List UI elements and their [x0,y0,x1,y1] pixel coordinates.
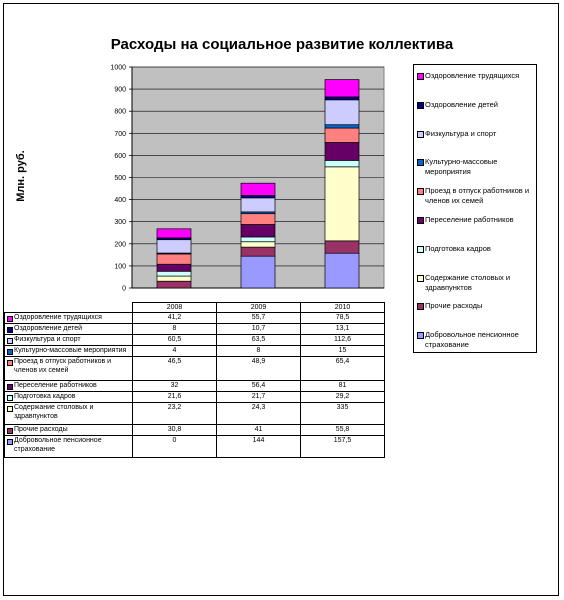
table-cell: 65,4 [301,357,385,381]
table-row [5,403,385,425]
table-row [5,392,385,403]
table-swatch [7,327,13,333]
table-row [5,425,385,436]
legend-label: Прочие расходы [425,301,483,311]
table-cell: 10,7 [217,324,301,335]
table-row-label-cell [5,392,133,403]
table-cell: 29,2 [301,392,385,403]
table-row [5,313,385,324]
table-cell: 81 [301,381,385,392]
bar-segment-2010-7 [325,100,359,125]
bar-segment-2010-9 [325,80,359,97]
table-row-label-cell [5,425,133,436]
legend-swatch [417,159,424,166]
legend-swatch [417,332,424,339]
table-row-label: Культурно-массовые мероприятия [14,347,127,354]
table-row-label-cell [5,313,133,324]
chart-legend [413,64,537,353]
table-cell: 32 [133,381,217,392]
legend-swatch [417,217,424,224]
table-cell: 0 [133,436,217,458]
table-cell: 24,3 [217,403,301,425]
table-cell: 46,5 [133,357,217,381]
y-tick-label: 700 [114,130,126,138]
table-row-label: Добровольное пенсионное страхование [14,437,102,453]
y-tick-label: 900 [114,86,126,94]
bar-segment-2008-7 [157,240,191,253]
y-tick-label: 400 [114,197,126,205]
table-cell: 23,2 [133,403,217,425]
bar-segment-2009-5 [241,214,275,225]
table-cell: 21,7 [217,392,301,403]
x-tick-label: 2008 [133,303,217,313]
table-swatch [7,316,13,322]
table-row-label-cell [5,324,133,335]
bar-segment-2010-0 [325,253,359,288]
table-row [5,335,385,346]
bar-segment-2010-6 [325,125,359,128]
bar-segment-2009-1 [241,247,275,256]
legend-label: Добровольное пенсионное страхование [425,330,519,350]
table-cell: 112,6 [301,335,385,346]
table-cell: 55,7 [217,313,301,324]
bar-segment-2010-5 [325,128,359,142]
table-row-label-cell [5,346,133,357]
legend-swatch [417,73,424,80]
table-cell: 8 [133,324,217,335]
table-cell: 60,5 [133,335,217,346]
table-cell: 15 [301,346,385,357]
x-tick-label: 2009 [217,303,301,313]
bar-segment-2009-8 [241,196,275,198]
y-axis-label: Млн. руб. [15,150,27,202]
legend-swatch [417,131,424,138]
table-header-row [5,303,385,313]
table-row [5,381,385,392]
legend-label: Физкультура и спорт [425,128,497,138]
table-cell: 55,8 [301,425,385,436]
y-tick-label: 300 [114,219,126,227]
table-row-label: Переселение работников [14,382,97,389]
legend-label: Содержание столовых и здравпунктов [425,272,511,292]
table-row-label: Физкультура и спорт [14,336,81,343]
table-row-label-cell [5,436,133,458]
table-swatch [7,395,13,401]
table-row [5,436,385,458]
table-row [5,346,385,357]
legend-swatch [417,188,424,195]
bar-segment-2008-9 [157,229,191,238]
x-tick-label: 2010 [301,303,385,313]
legend-swatch [417,246,424,253]
table-cell: 13,1 [301,324,385,335]
table-cell: 78,5 [301,313,385,324]
bar-segment-2008-3 [157,271,191,276]
table-cell: 56,4 [217,381,301,392]
bar-segment-2008-1 [157,281,191,288]
y-tick-label: 800 [114,108,126,116]
table-row-label: Оздоровление детей [14,325,83,332]
table-row-label-cell [5,381,133,392]
y-tick-label: 200 [114,241,126,249]
table-row-label: Оздоровление трудящихся [14,314,102,321]
chart-title: Расходы на социальное развитие коллектива [110,36,454,53]
bar-segment-2010-3 [325,160,359,166]
bar-segment-2008-2 [157,276,191,281]
table-cell: 144 [217,436,301,458]
table-swatch [7,406,13,412]
data-table [4,302,385,458]
legend-label: Проезд в отпуск работников и членов их семей [425,186,530,206]
table-row-label-cell [5,357,133,381]
bar-segment-2009-2 [241,242,275,247]
table-swatch [7,439,13,445]
y-tick-label: 100 [114,263,126,271]
table-cell: 48,9 [217,357,301,381]
bar-segment-2009-3 [241,237,275,242]
bar-segment-2010-4 [325,142,359,160]
table-row [5,324,385,335]
bar-segment-2009-0 [241,256,275,288]
bar-segment-2009-4 [241,224,275,236]
table-swatch [7,384,13,390]
legend-label: Оздоровление трудящихся [425,71,520,80]
table-cell: 4 [133,346,217,357]
table-swatch [7,349,13,355]
table-cell: 335 [301,403,385,425]
legend-label: Переселение работников [425,215,514,224]
legend-swatch [417,303,424,310]
table-row-label: Содержание столовых и здравпунктов [14,404,94,420]
bar-segment-2009-7 [241,198,275,212]
legend-label: Культурно-массовые мероприятия [425,157,498,177]
table-cell: 63,5 [217,335,301,346]
table-row [5,357,385,381]
y-tick-label: 1000 [110,64,126,72]
bar-segment-2009-9 [241,183,275,195]
y-tick-label: 600 [114,152,126,160]
y-tick-label: 500 [114,175,126,182]
table-swatch [7,428,13,434]
table-row-label-cell [5,335,133,346]
table-cell: 21,6 [133,392,217,403]
legend-swatch [417,102,424,109]
bar-segment-2010-1 [325,241,359,253]
table-cell: 41 [217,425,301,436]
table-row-label: Подготовка кадров [14,393,76,400]
legend-label: Подготовка кадров [425,243,491,253]
table-row-label: Проезд в отпуск работников и членов их семей [14,358,112,374]
bar-segment-2010-8 [325,97,359,100]
table-swatch [7,360,13,366]
bar-segment-2008-5 [157,254,191,264]
table-cell: 8 [217,346,301,357]
table-row-label-cell [5,403,133,425]
table-row-label: Прочие расходы [14,426,68,433]
y-tick-label: 0 [122,285,126,293]
table-cell: 41,2 [133,313,217,324]
table-cell: 30,8 [133,425,217,436]
table-swatch [7,338,13,344]
bar-segment-2010-2 [325,167,359,241]
table-cell: 157,5 [301,436,385,458]
legend-swatch [417,275,424,282]
bar-segment-2008-4 [157,264,191,271]
legend-label: Оздоровление детей [425,99,498,109]
